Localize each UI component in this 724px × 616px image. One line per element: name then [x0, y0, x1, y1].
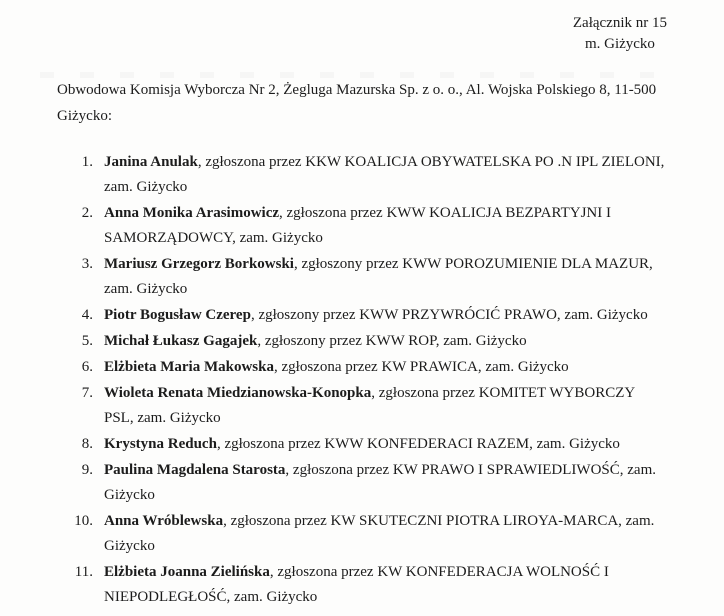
member-item	[0, 458, 724, 508]
member-list	[0, 150, 724, 611]
intro-paragraph: Obwodowa Komisja Wyborcza Nr 2, Żegluga Mazurska Sp. z o. o., Al. Wojska Polskiego 8, 11-500 Giżycko:	[57, 82, 657, 124]
member-text	[93, 458, 666, 508]
member-details: , zgłoszony przez KWW ROP, zam. Giżycko	[257, 333, 527, 349]
member-details: , zgłoszona przez KOMITET WYBORCZY PSL, zam. Giżycko	[104, 385, 635, 426]
member-item	[0, 509, 724, 559]
member-text	[93, 355, 666, 380]
member-details: , zgłoszona przez KWW KOALICJA BEZPARTYJNI I SAMORZĄDOWCY, zam. Giżycko	[104, 205, 611, 246]
member-name: Krystyna Reduch	[104, 436, 217, 452]
member-item	[0, 329, 724, 354]
member-number: 1.	[81, 154, 93, 170]
member-number: 7.	[81, 385, 93, 401]
member-number: 8.	[81, 436, 93, 452]
attachment-number: Załącznik nr 15	[572, 15, 667, 31]
member-name: Michał Łukasz Gagajek	[104, 333, 258, 349]
member-number: 4.	[81, 307, 93, 323]
member-number: 5.	[81, 333, 93, 349]
member-item	[0, 201, 724, 251]
member-name: Elżbieta Joanna Zielińska	[104, 564, 270, 580]
member-text	[93, 252, 666, 302]
member-name: Wioleta Renata Miedzianowska-Konopka	[104, 385, 372, 401]
member-number: 2.	[81, 205, 93, 221]
member-item	[0, 381, 724, 431]
member-text	[93, 432, 666, 457]
member-number: 9.	[81, 462, 93, 478]
member-item	[0, 432, 724, 457]
member-details: , zgłoszona przez KKW KOALICJA OBYWATELSKA PO .N IPL ZIELONI, zam. Giżycko	[104, 154, 665, 195]
member-number: 3.	[81, 256, 93, 272]
member-item	[0, 355, 724, 380]
member-number: 11.	[74, 564, 93, 580]
member-name: Anna Monika Arasimowicz	[104, 205, 280, 221]
member-name: Janina Anulak	[104, 154, 198, 170]
member-name: Piotr Bogusław Czerep	[104, 307, 251, 323]
member-name: Anna Wróblewska	[104, 513, 224, 529]
member-name: Elżbieta Maria Makowska	[104, 359, 274, 375]
member-text	[93, 560, 666, 610]
member-text	[93, 150, 666, 200]
member-number: 10.	[74, 513, 93, 529]
member-text	[93, 381, 666, 431]
member-text	[93, 329, 666, 354]
member-details: , zgłoszona przez KW SKUTECZNI PIOTRA LIROYA-MARCA, zam. Giżycko	[104, 513, 655, 554]
member-item	[0, 150, 724, 200]
attachment-note	[573, 13, 667, 55]
member-details: , zgłoszona przez KWW KONFEDERACI RAZEM, zam. Giżycko	[216, 436, 620, 452]
member-item	[0, 303, 724, 328]
member-details: , zgłoszona przez KW PRAWO I SPRAWIEDLIWOŚĆ, zam. Giżycko	[104, 462, 656, 503]
member-number: 6.	[81, 359, 93, 375]
member-name: Mariusz Grzegorz Borkowski	[104, 256, 294, 272]
member-item	[0, 560, 724, 610]
member-text	[93, 509, 666, 559]
member-text	[93, 303, 666, 328]
attachment-location: m. Giżycko	[584, 36, 655, 52]
member-details: , zgłoszony przez KWW PRZYWRÓCIĆ PRAWO, zam. Giżycko	[250, 307, 648, 323]
member-name: Paulina Magdalena Starosta	[104, 462, 286, 478]
member-details: , zgłoszona przez KW KONFEDERACJA WOLNOŚĆ I NIEPODLEGŁOŚĆ, zam. Giżycko	[104, 564, 609, 605]
member-details: , zgłoszona przez KW PRAWICA, zam. Giżycko	[274, 359, 569, 375]
member-text	[93, 201, 666, 251]
member-item	[0, 252, 724, 302]
member-details: , zgłoszony przez KWW POROZUMIENIE DLA MAZUR, zam. Giżycko	[104, 256, 653, 297]
